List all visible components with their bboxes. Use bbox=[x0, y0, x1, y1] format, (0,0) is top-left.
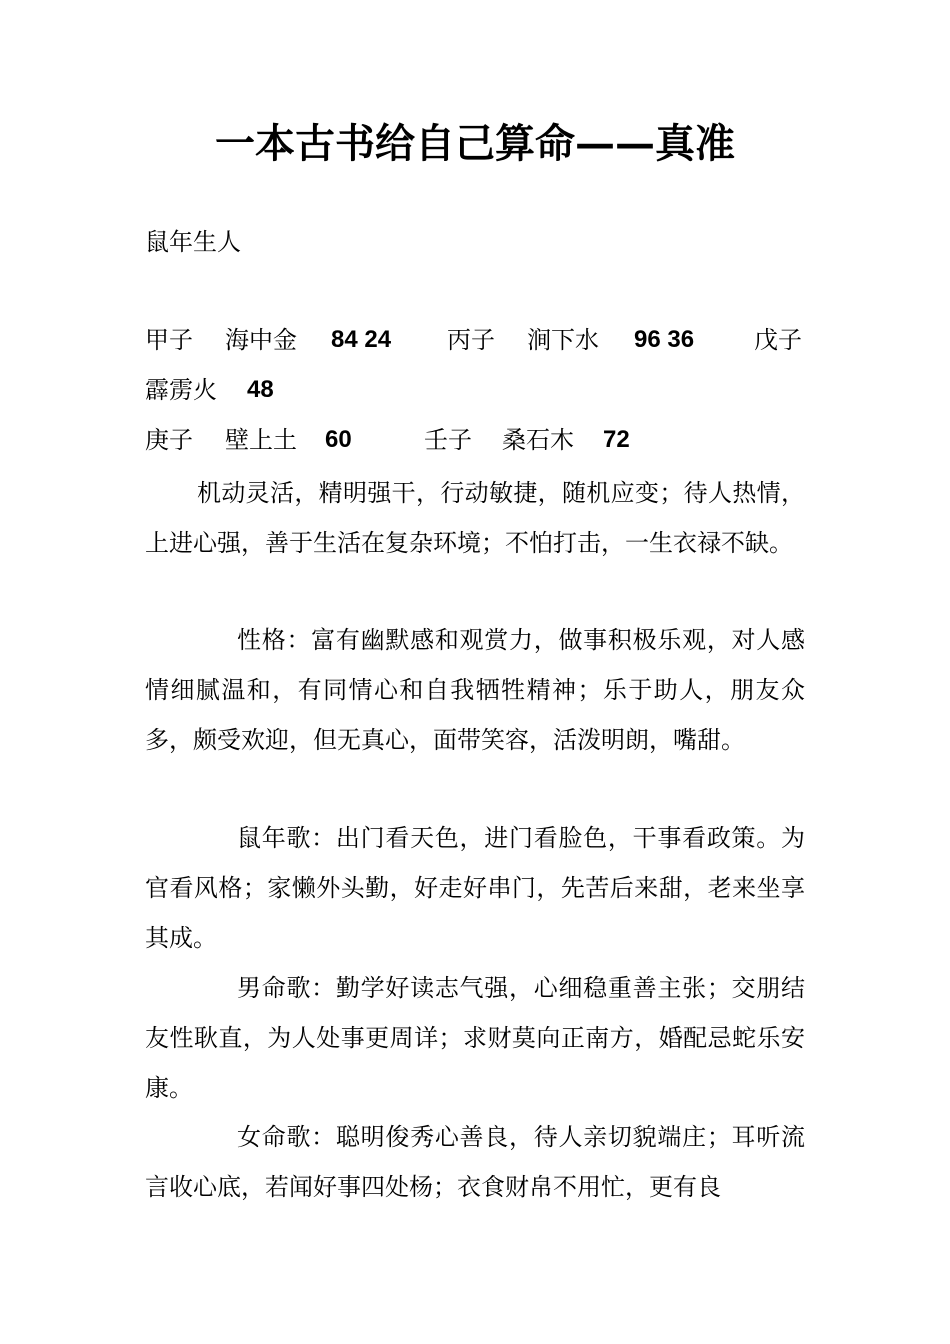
paragraph-personality: 性格：富有幽默感和观赏力，做事积极乐观，对人感情细腻温和，有同情心和自我牺牲精神；乐于助人，朋友众多，颇受欢迎，但无真心，面带笑容，活泼明朗，嘴甜。 bbox=[145, 626, 805, 754]
zodiac-numbers: 84 24 bbox=[331, 326, 392, 353]
zodiac-name: 壬子 bbox=[424, 426, 472, 454]
paragraph-traits: 机动灵活，精明强干，行动敏捷，随机应变；待人热情，上进心强，善于生活在复杂环境；不怕打击，一生衣禄不缺。 bbox=[145, 479, 805, 557]
paragraph-rat-song: 鼠年歌：出门看天色，进门看脸色，干事看政策。为官看风格；家懒外头勤，好走好串门，先苦后来甜，老来坐享其成。 bbox=[145, 824, 805, 952]
section-heading: 鼠年生人 bbox=[145, 228, 241, 256]
zodiac-numbers: 96 36 bbox=[634, 326, 695, 353]
paragraph-female-song: 女命歌：聪明俊秀心善良，待人亲切貌端庄；耳听流言收心底，若闻好事四处杨；衣食财帛不用忙，更有良 bbox=[145, 1123, 805, 1201]
zodiac-name: 庚子 bbox=[145, 426, 193, 454]
zodiac-name: 戊子 bbox=[754, 326, 802, 354]
zodiac-name: 丙子 bbox=[447, 326, 495, 354]
zodiac-element: 涧下水 bbox=[527, 326, 599, 354]
paragraph-male-song: 男命歌：勤学好读志气强，心细稳重善主张；交朋结友性耿直，为人处事更周详；求财莫向正南方，婚配忌蛇乐安康。 bbox=[145, 974, 805, 1102]
zodiac-numbers: 72 bbox=[603, 426, 630, 453]
zodiac-name: 甲子 bbox=[145, 326, 193, 354]
zodiac-element: 海中金 bbox=[225, 326, 297, 354]
document-title: 一本古书给自己算命——真准 bbox=[215, 120, 735, 167]
zodiac-element: 霹雳火 bbox=[145, 376, 217, 404]
zodiac-numbers: 60 bbox=[325, 426, 352, 453]
zodiac-element: 桑石木 bbox=[502, 426, 574, 454]
zodiac-element: 壁上土 bbox=[225, 426, 297, 454]
zodiac-numbers: 48 bbox=[247, 376, 274, 403]
